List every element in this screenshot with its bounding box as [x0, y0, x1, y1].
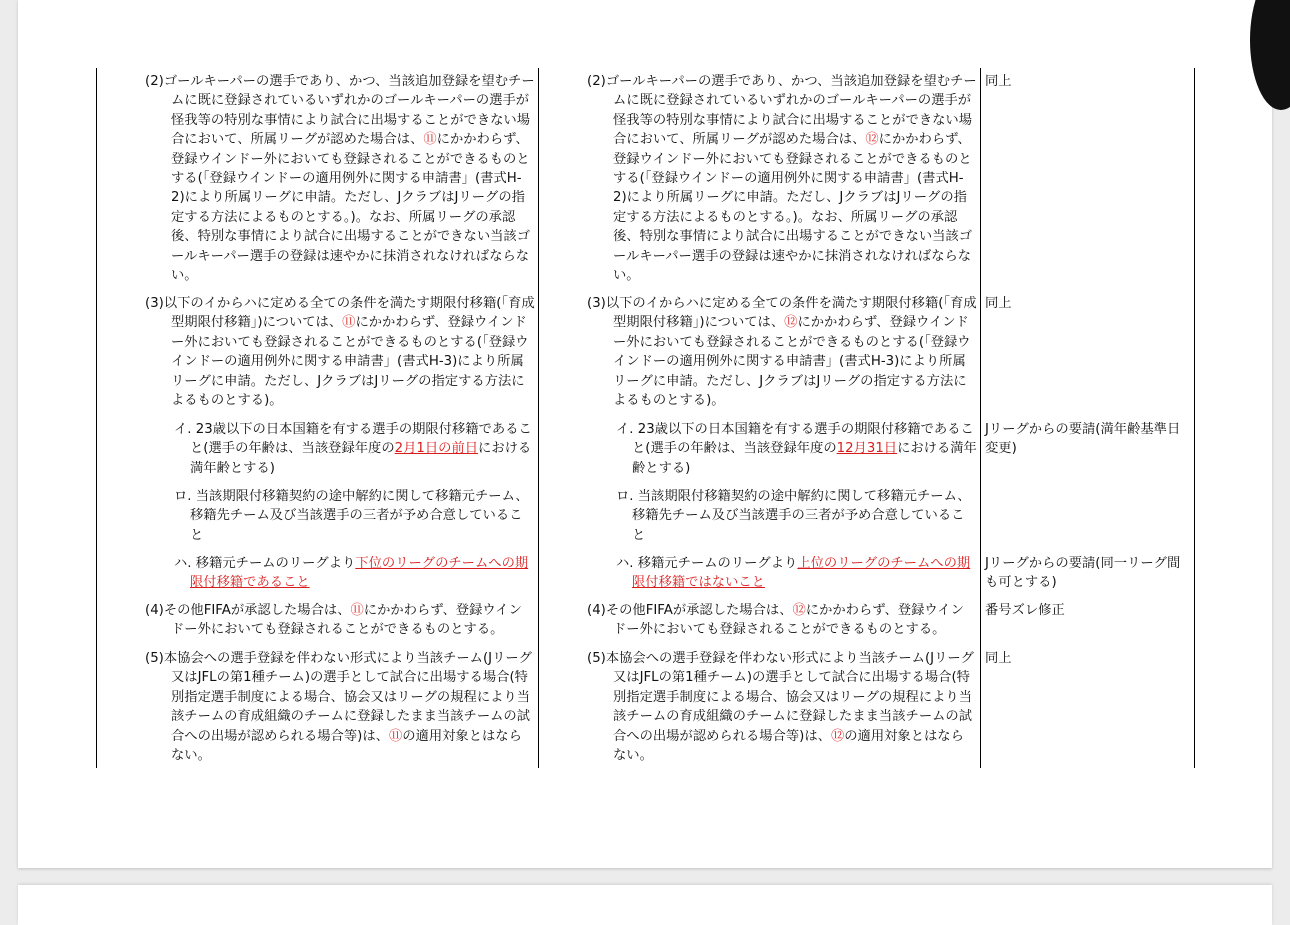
old-paragraph-5: (5)本協会への選手登録を伴わない形式により当該チーム(Jリーグ又はJFLの第1種チーム)の選手として試合に出場する場合(特別指定選手制度による場合、協会又はリーグの規程により当該チームの育成組織のチームに登録したまま当該チームの試合への出場が認められる場合等)は、⑪の適用対象とはならない。 [145, 651, 532, 764]
old-paragraph-3: (3)以下のイからハに定める全ての条件を満たす期限付移籍(「育成型期限付移籍」)については、⑪にかかわらず、登録ウインドー外においても登録されることができるものとする(「登録ウインドーの適用例外に関する申請書」(書式H-3)により所属リーグに申請。ただし、JクラブはJリーグの指定する方法によるものとする)。 [145, 296, 535, 409]
next-document-page [18, 885, 1272, 925]
new-paragraph-4: (4)その他FIFAが承認した場合は、⑫にかかわらず、登録ウインドー外においても登録されることができるものとする。 [587, 603, 964, 638]
table-border-mid2 [980, 68, 981, 768]
table-border-right [1194, 68, 1195, 768]
note-paragraph-3: 同上 [985, 296, 1012, 311]
old-paragraph-4: (4)その他FIFAが承認した場合は、⑪にかかわらず、登録ウインドー外においても登録されることができるものとする。 [145, 603, 522, 638]
device-corner [1250, 0, 1290, 110]
new-item-ro: ロ. 当該期限付移籍契約の途中解約に関して移籍元チーム、移籍先チーム及び当該選手の三者が予め合意していること [616, 489, 971, 543]
note-paragraph-2: 同上 [985, 74, 1012, 89]
old-item-ro: ロ. 当該期限付移籍契約の途中解約に関して移籍元チーム、移籍先チーム及び当該選手の三者が予め合意していること [174, 489, 529, 543]
table-border-left [96, 68, 97, 768]
note-paragraph-5: 同上 [985, 651, 1012, 666]
old-item-ha: ハ. 移籍元チームのリーグより下位のリーグのチームへの期限付移籍であること [174, 556, 529, 591]
new-paragraph-2: (2)ゴールキーパーの選手であり、かつ、当該追加登録を望むチームに既に登録されているいずれかのゴールキーパーの選手が怪我等の特別な事情により試合に出場することができない場合において、所属リーグが認めた場合は、⑫にかかわらず、登録ウインドー外においても登録されることができるものとする(「登録ウインドーの適用例外に関する申請書」(書式H-2)により所属リーグに申請。ただし、JクラブはJリーグの指定する方法によるものとする。)。なお、所属リーグの承認後、特別な事情により試合に出場することができない当該ゴールキーパー選手の登録は速やかに抹消されなければならない。 [587, 74, 977, 284]
new-item-i: イ. 23歳以下の日本国籍を有する選手の期限付移籍であること(選手の年齢は、当該登録年度の12月31日における満年齢とする) [616, 422, 977, 476]
new-paragraph-5: (5)本協会への選手登録を伴わない形式により当該チーム(Jリーグ又はJFLの第1種チーム)の選手として試合に出場する場合(特別指定選手制度による場合、協会又はリーグの規程により当該チームの育成組織のチームに登録したまま当該チームの試合への出場が認められる場合等)は、⑫の適用対象とはならない。 [587, 651, 974, 764]
new-paragraph-3: (3)以下のイからハに定める全ての条件を満たす期限付移籍(「育成型期限付移籍」)については、⑫にかかわらず、登録ウインドー外においても登録されることができるものとする(「登録ウインドーの適用例外に関する申請書」(書式H-3)により所属リーグに申請。ただし、JクラブはJリーグの指定する方法によるものとする)。 [587, 296, 977, 409]
new-item-ha: ハ. 移籍元チームのリーグより上位のリーグのチームへの期限付移籍ではないこと [616, 556, 971, 591]
table-border-mid1 [538, 68, 539, 768]
note-paragraph-4: 番号ズレ修正 [985, 603, 1065, 618]
old-item-i: イ. 23歳以下の日本国籍を有する選手の期限付移籍であること(選手の年齢は、当該登録年度の2月1日の前日における満年齢とする) [174, 422, 532, 476]
old-paragraph-2: (2)ゴールキーパーの選手であり、かつ、当該追加登録を望むチームに既に登録されているいずれかのゴールキーパーの選手が怪我等の特別な事情により試合に出場することができない場合において、所属リーグが認めた場合は、⑪にかかわらず、登録ウインドー外においても登録されることができるものとする(「登録ウインドーの適用例外に関する申請書」(書式H-2)により所属リーグに申請。ただし、JクラブはJリーグの指定する方法によるものとする。)。なお、所属リーグの承認後、特別な事情により試合に出場することができない当該ゴールキーパー選手の登録は速やかに抹消されなければならない。 [145, 74, 535, 284]
note-item-ha: Jリーグからの要請(同一リーグ間も可とする) [985, 556, 1181, 591]
note-item-i: Jリーグからの要請(満年齢基準日変更) [985, 422, 1181, 457]
